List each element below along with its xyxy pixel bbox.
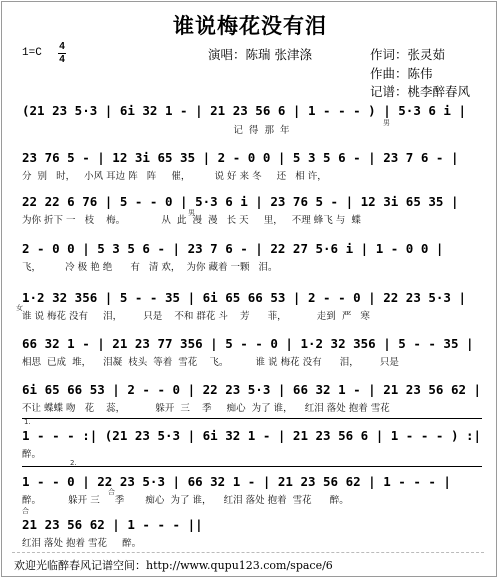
notation-row-10: 21 23 56 62 | 1 - - - || <box>22 517 203 532</box>
role-mark-male-2: 男 <box>188 209 195 217</box>
notation-row-2: 23 76 5 - | 12 3i 65 35 | 2 - 0 0 | 5 3 5 6 - | 23 7 6 - | <box>22 150 459 165</box>
score-title: 谁说梅花没有泪 <box>173 14 327 38</box>
time-signature <box>58 42 66 65</box>
time-signature-top: 4 <box>59 41 65 52</box>
lyrics-row-5: 谁 说 梅花 没有 泪， 只是 不和 群花 斗 芳 菲， 走到 严 寒 <box>22 311 370 322</box>
lyrics-row-6: 相思 已成 堆， 泪凝 枝头 等着 雪花 飞。 谁 说 梅花 没有 泪， 只是 <box>22 357 399 368</box>
lyrics-row-8: 醉。 <box>22 449 42 460</box>
role-mark-both-2: 合 <box>22 507 29 515</box>
notation-row-1: (21 23 5·3 | 6i 32 1 - | 21 23 56 6 | 1 - - - ) | 5·3 6 i | <box>22 103 467 118</box>
notation-row-7: 6i 65 66 53 | 2 - - 0 | 22 23 5·3 | 66 32 1 - | 21 23 56 62 | <box>22 382 482 397</box>
lyrics-row-3: 为你 折下 一 枝 梅。 从 此 漫 漫 长 天 里， 不理 蜂飞 与 蝶 <box>22 215 361 226</box>
key-signature: 1=C <box>22 47 42 59</box>
footer-link-text[interactable]: 欢迎光临醉春风记谱空间：http://www.qupu123.com/space/6 <box>14 559 333 572</box>
notation-row-6: 66 32 1 - | 21 23 77 356 | 5 - - 0 | 1·2 32 356 | 5 - - 35 | <box>22 336 474 351</box>
first-ending-label: 1. <box>24 418 31 426</box>
role-mark-female: 女 <box>16 304 23 312</box>
notation-row-9: 1 - - 0 | 22 23 5·3 | 66 32 1 - | 21 23 56 62 | 1 - - - | <box>22 474 451 489</box>
notation-row-5: 1·2 32 356 | 5 - - 35 | 6i 65 66 53 | 2 - - 0 | 22 23 5·3 | <box>22 290 467 305</box>
lyrics-row-9: 醉。 躲开 三 季 痴心 为了 谁， 红泪 落处 抱着 雪花 醉。 <box>22 495 349 506</box>
singers-credit: 演唱：陈瑞 张津涤 <box>208 47 312 62</box>
transcriber-credit: 记谱：桃李醉春风 <box>370 84 471 99</box>
lyricist-credit: 作词：张灵茹 <box>370 47 446 62</box>
lyrics-row-4: 飞， 冷 极 艳 绝 有 清 欢， 为你 藏着 一颗 泪。 <box>22 262 278 273</box>
role-mark-both: 合 <box>108 488 115 496</box>
composer-credit: 作曲：陈伟 <box>370 66 433 81</box>
second-ending-label: 2. <box>70 459 77 467</box>
notation-row-3: 22 22 6 76 | 5 - - 0 | 5·3 6 i | 23 76 5 - | 12 3i 65 35 | <box>22 194 459 209</box>
second-ending-bracket <box>22 466 482 467</box>
role-mark-male: 男 <box>383 119 390 127</box>
first-ending-bracket <box>22 418 482 419</box>
time-signature-bottom: 4 <box>59 54 65 65</box>
lyrics-row-1: 记 得 那 年 <box>22 125 290 136</box>
notation-row-4: 2 - 0 0 | 5 3 5 6 - | 23 7 6 - | 22 27 5·6 i | 1 - 0 0 | <box>22 241 444 256</box>
lyrics-row-10: 红泪 落处 抱着 雪花 醉。 <box>22 538 142 549</box>
lyrics-row-2: 分 别 时， 小风 耳边 阵 阵 催， 说 好 来 冬 还 相 许， <box>22 171 327 182</box>
footer-separator <box>12 552 484 553</box>
notation-row-8: 1 - - - :| (21 23 5·3 | 6i 32 1 - | 21 23 56 6 | 1 - - - ) :| <box>22 428 482 443</box>
lyrics-row-7: 不让 蝶蝶 吻 花 蕊， 躲开 三 季 痴心 为了 谁， 红泪 落处 抱着 雪花 <box>22 403 390 414</box>
